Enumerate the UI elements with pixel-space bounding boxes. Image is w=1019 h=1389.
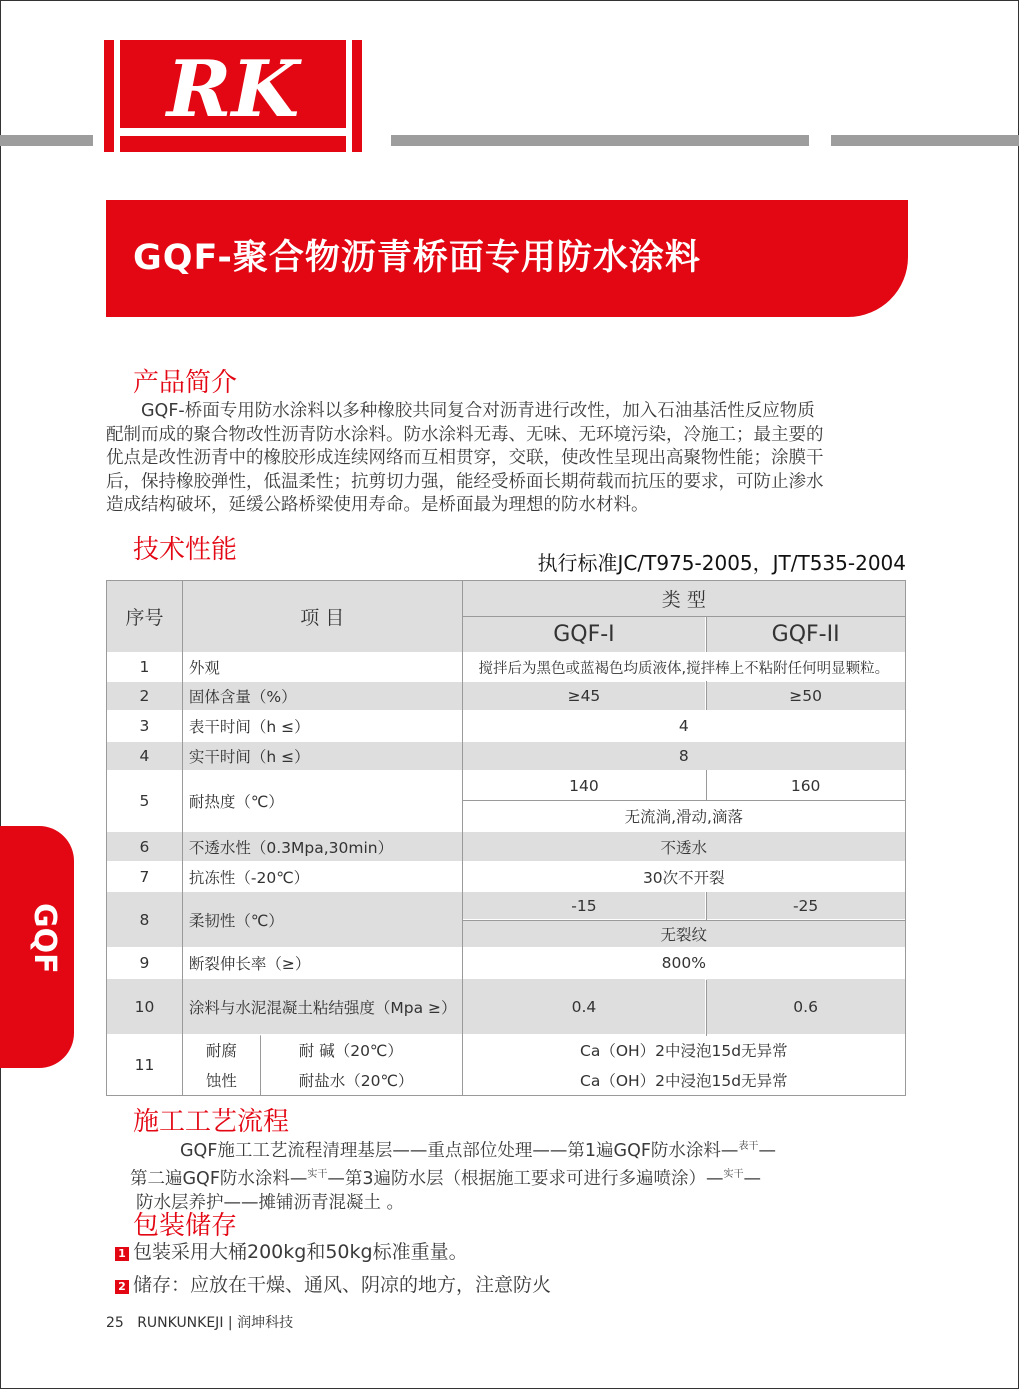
row-item: 固体含量（%） xyxy=(182,682,462,711)
logo-mark xyxy=(120,40,346,128)
row-no: 4 xyxy=(107,742,183,771)
row-item: 耐热度（℃） xyxy=(182,771,462,832)
intro-line: 造成结构破坏，延缓公路桥梁使用寿命。是桥面最为理想的防水材料。 xyxy=(106,495,649,515)
row-no: 5 xyxy=(107,771,183,832)
row-item: 柔韧性（℃） xyxy=(182,892,462,948)
company-en: RUNKUNKEJI xyxy=(137,1315,224,1331)
process-note: 实干 xyxy=(307,1169,328,1181)
row-no: 1 xyxy=(107,653,183,682)
table-row xyxy=(107,1035,906,1065)
intro-heading: 产品简介 xyxy=(133,368,238,398)
row-no: 7 xyxy=(107,862,183,892)
header-rule-right xyxy=(831,135,1019,146)
row-value: 搅拌后为黑色或蓝褐色均质液体,搅拌棒上不粘附任何明显颗粒。 xyxy=(462,653,905,682)
col-header-gqf1: GQF-I xyxy=(462,617,706,653)
row-item: 表干时间（h ≤） xyxy=(182,711,462,742)
row-value-gqf2: 160 xyxy=(706,771,906,801)
intro-line: GQF-桥面专用防水涂料以多种橡胶共同复合对沥青进行改性，加入石油基活性反应物质 xyxy=(141,401,815,421)
row-item: 耐 碱（20℃） xyxy=(260,1035,462,1065)
row-value: 4 xyxy=(462,711,905,742)
packaging-item: 储存：应放在干燥、通风、阴凉的地方，注意防火 xyxy=(133,1274,552,1296)
row-value: 800% xyxy=(462,948,905,979)
row-value-gqf1: ≥45 xyxy=(462,682,706,711)
col-header-gqf2: GQF-II xyxy=(706,617,906,653)
footer-separator: | xyxy=(227,1315,233,1331)
col-header-type: 类 型 xyxy=(462,581,905,617)
row-item: 外观 xyxy=(182,653,462,682)
row-value-gqf1: -15 xyxy=(462,892,706,920)
row-value: 不透水 xyxy=(462,832,905,862)
row-value-gqf2: -25 xyxy=(706,892,906,920)
process-line xyxy=(130,1163,890,1191)
row-value: 30次不开裂 xyxy=(462,862,905,892)
row-group-label: 耐腐 xyxy=(182,1035,260,1065)
table-row xyxy=(107,682,906,711)
row-item: 实干时间（h ≤） xyxy=(182,742,462,771)
table-row xyxy=(107,1065,906,1095)
header-rule-middle xyxy=(391,135,809,146)
table-row xyxy=(107,948,906,979)
process-text: —第3遍防水层（根据施工要求可进行多遍喷涂）— xyxy=(327,1169,724,1190)
logo xyxy=(104,40,362,152)
intro-paragraph xyxy=(106,400,906,518)
table-row xyxy=(107,862,906,892)
side-tab-label: GQF xyxy=(27,903,62,974)
table-row xyxy=(107,771,906,801)
intro-line: 配制而成的聚合物改性沥青防水涂料。防水涂料无毒、无味、无环境污染，冷施工；最主要的 xyxy=(106,424,824,445)
packaging-item: 包装采用大桶200kg和50kg标准重量。 xyxy=(133,1241,468,1263)
row-value: 无裂纹 xyxy=(462,920,905,948)
header-rule-left xyxy=(0,135,93,146)
row-value: 无流淌,滑动,滴落 xyxy=(462,801,905,832)
process-note: 实干 xyxy=(723,1169,744,1181)
row-item: 不透水性（0.3Mpa,30min） xyxy=(182,832,462,862)
logo-text: RK xyxy=(166,44,300,128)
process-text: GQF施工工艺流程清理基层——重点部位处理——第1遍GQF防水涂料— xyxy=(180,1140,739,1161)
process-text: — xyxy=(758,1140,776,1161)
col-header-no: 序号 xyxy=(107,581,183,653)
process-line: 防水层养护——摊铺沥青混凝土 。 xyxy=(136,1192,405,1213)
process-paragraph xyxy=(130,1135,890,1215)
process-line xyxy=(130,1135,890,1163)
intro-line: 后，保持橡胶弹性，低温柔性；抗剪切力强，能经受桥面长期荷载而抗压的要求，可防止渗水 xyxy=(106,471,824,492)
process-text: 第二遍GQF防水涂料— xyxy=(130,1169,308,1190)
spec-table xyxy=(106,580,906,1095)
row-item: 涂料与水泥混凝土粘结强度（Mpa ≥） xyxy=(182,979,462,1035)
process-heading: 施工工艺流程 xyxy=(133,1107,290,1137)
row-value: 8 xyxy=(462,742,905,771)
page-number: 25 xyxy=(106,1315,124,1331)
col-header-item: 项 目 xyxy=(182,581,462,653)
row-no: 3 xyxy=(107,711,183,742)
row-item: 断裂伸长率（≥） xyxy=(182,948,462,979)
footer xyxy=(106,1312,293,1332)
row-group-label: 蚀性 xyxy=(182,1065,260,1095)
company-cn: 润坤科技 xyxy=(237,1315,294,1331)
row-value-gqf1: 0.4 xyxy=(462,979,706,1035)
row-value-gqf1: 140 xyxy=(462,771,706,801)
table-row xyxy=(107,711,906,742)
packaging-heading: 包装储存 xyxy=(133,1211,238,1241)
row-item: 抗冻性（-20℃） xyxy=(182,862,462,892)
table-row xyxy=(107,892,906,920)
page-title: GQF-聚合物沥青桥面专用防水涂料 xyxy=(133,238,701,278)
process-note: 表干 xyxy=(738,1141,759,1152)
standard-label: 执行标准JC/T975-2005，JT/T535-2004 xyxy=(537,551,906,575)
intro-line: 优点是改性沥青中的橡胶形成连续网络而互相贯穿，交联，使改性呈现出高聚物性能；涂膜干 xyxy=(106,448,824,468)
table-row xyxy=(107,742,906,771)
tech-heading: 技术性能 xyxy=(133,535,238,565)
table-row xyxy=(107,979,906,1035)
row-item: 耐盐水（20℃） xyxy=(260,1065,462,1095)
bullet-marker: 2 xyxy=(115,1280,129,1294)
row-no: 10 xyxy=(107,979,183,1035)
row-no: 8 xyxy=(107,892,183,948)
process-text: — xyxy=(743,1169,762,1190)
row-no: 11 xyxy=(107,1035,183,1095)
row-value: Ca（OH）2中浸泡15d无异常 xyxy=(462,1065,905,1095)
table-row xyxy=(107,653,906,682)
row-value: Ca（OH）2中浸泡15d无异常 xyxy=(462,1035,905,1065)
row-no: 9 xyxy=(107,948,183,979)
row-no: 6 xyxy=(107,832,183,862)
table-row xyxy=(107,832,906,862)
row-no: 2 xyxy=(107,682,183,711)
row-value-gqf2: 0.6 xyxy=(706,979,906,1035)
row-value-gqf2: ≥50 xyxy=(706,682,906,711)
bullet-marker: 1 xyxy=(115,1247,129,1261)
